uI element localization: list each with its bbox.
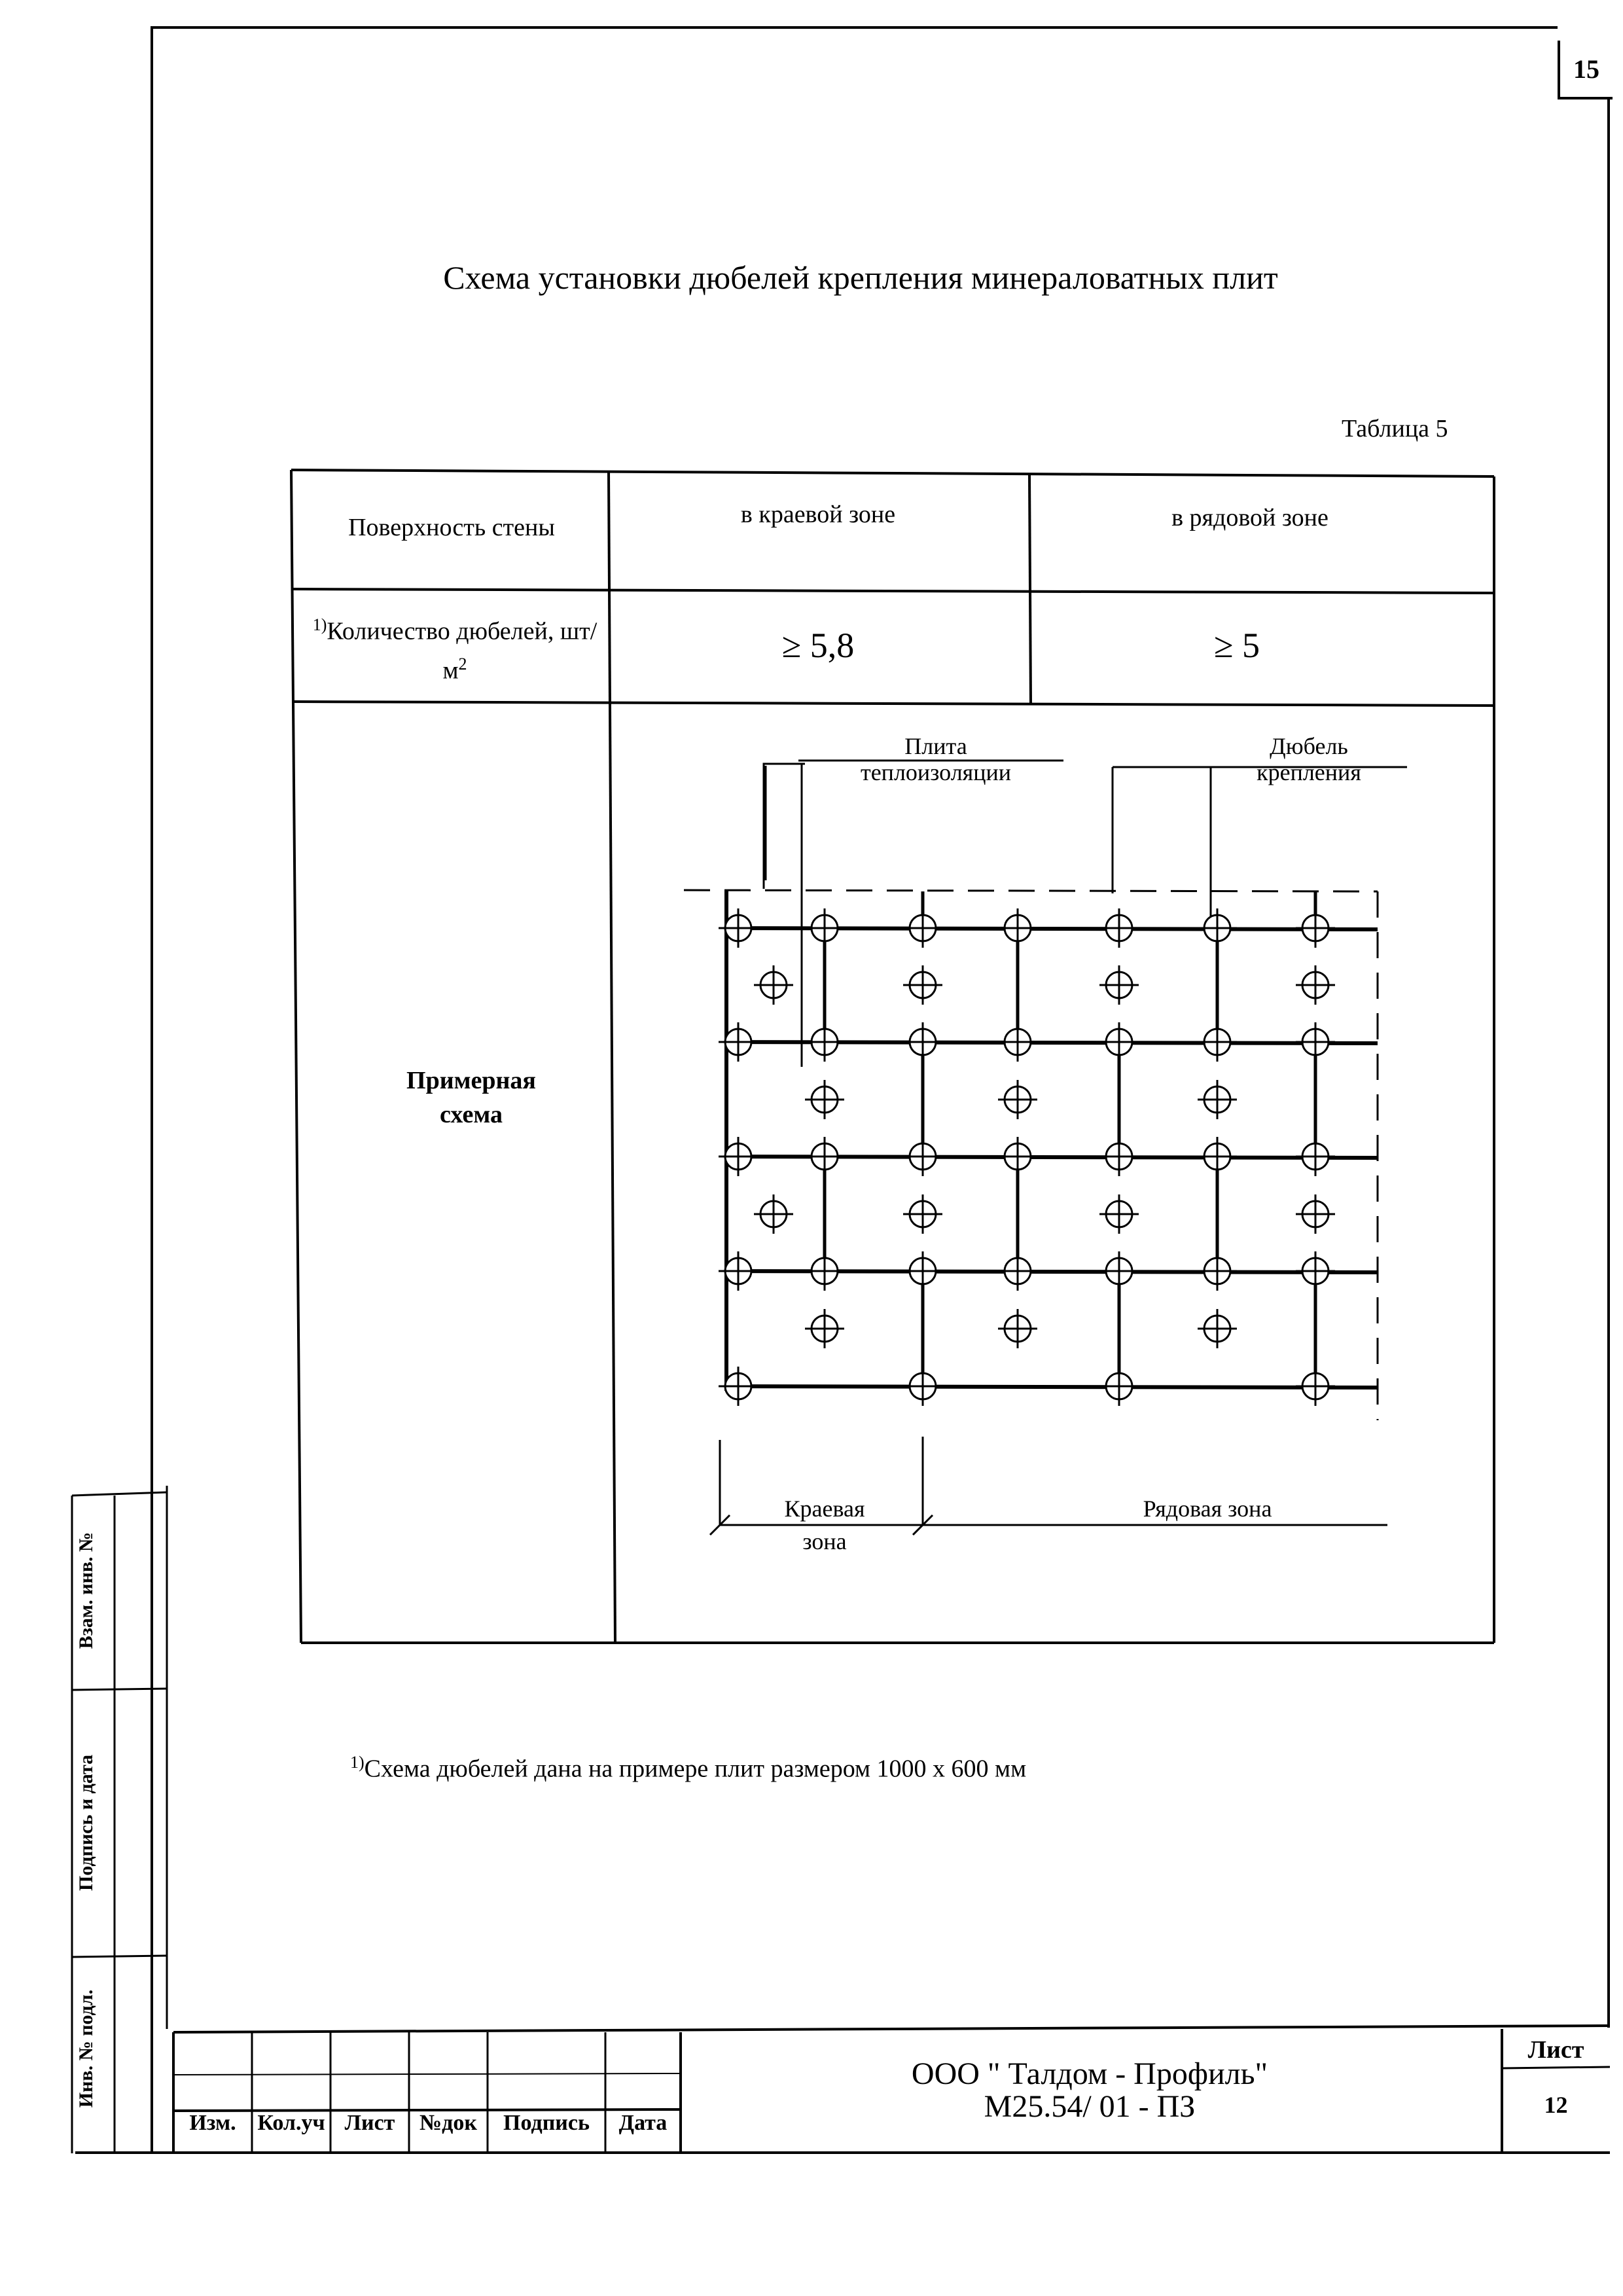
page-title: Схема установки дюбелей крепления минераловатных плит	[443, 259, 1278, 296]
stamp-original-inv: Инв. № подл.	[75, 1989, 97, 2108]
tb-header-date: Дата	[618, 2111, 668, 2135]
stamp-exchange-inv: Взам. инв. №	[75, 1532, 97, 1649]
row-zone-value: ≥ 5	[1213, 626, 1260, 665]
organization-name: ООО " Талдом - Профиль"	[911, 2056, 1268, 2091]
label-plate-line2: теплоизоляции	[860, 759, 1012, 785]
label-row-zone: Рядовая зона	[1143, 1496, 1272, 1522]
stamp-signature-date: Подпись и дата	[75, 1754, 97, 1892]
tb-header-kol-uch: Кол.уч	[257, 2111, 325, 2135]
footnote-sup: 1)	[350, 1753, 365, 1772]
row-dowel-count-sup: 1)	[312, 615, 327, 634]
header-wall-surface: Поверхность стены	[348, 514, 555, 541]
row-dowel-count-exp: 2	[458, 654, 467, 673]
label-edge-zone-line1: Краевая	[784, 1496, 865, 1522]
table-label: Таблица 5	[1342, 415, 1448, 442]
label-plate-line1: Плита	[904, 733, 967, 759]
document-code: М25.54/ 01 - ПЗ	[984, 2089, 1196, 2124]
label-dowel-line1: Дюбель	[1270, 733, 1348, 759]
header-row-zone: в рядовой зоне	[1171, 504, 1329, 531]
tb-header-list: Лист	[344, 2111, 395, 2135]
label-dowel-line2: крепления	[1257, 759, 1361, 785]
tb-header-ndok: №док	[419, 2111, 477, 2135]
label-edge-zone-line2: зона	[802, 1528, 847, 1554]
sheet-label: Лист	[1527, 2036, 1584, 2064]
edge-zone-value: ≥ 5,8	[781, 626, 855, 665]
row-dowel-count-text: Количество дюбелей, шт/м	[327, 617, 597, 685]
sheet-number: 12	[1544, 2092, 1568, 2118]
example-scheme-label: Примерная схема	[406, 1067, 536, 1128]
page-number: 15	[1558, 41, 1613, 99]
tb-header-signature: Подпись	[503, 2111, 590, 2135]
footnote-text: Схема дюбелей дана на примере плит размером 1000 х 600 мм	[364, 1755, 1027, 1783]
header-edge-zone: в краевой зоне	[740, 501, 896, 528]
tb-header-izm: Изм.	[189, 2111, 236, 2135]
